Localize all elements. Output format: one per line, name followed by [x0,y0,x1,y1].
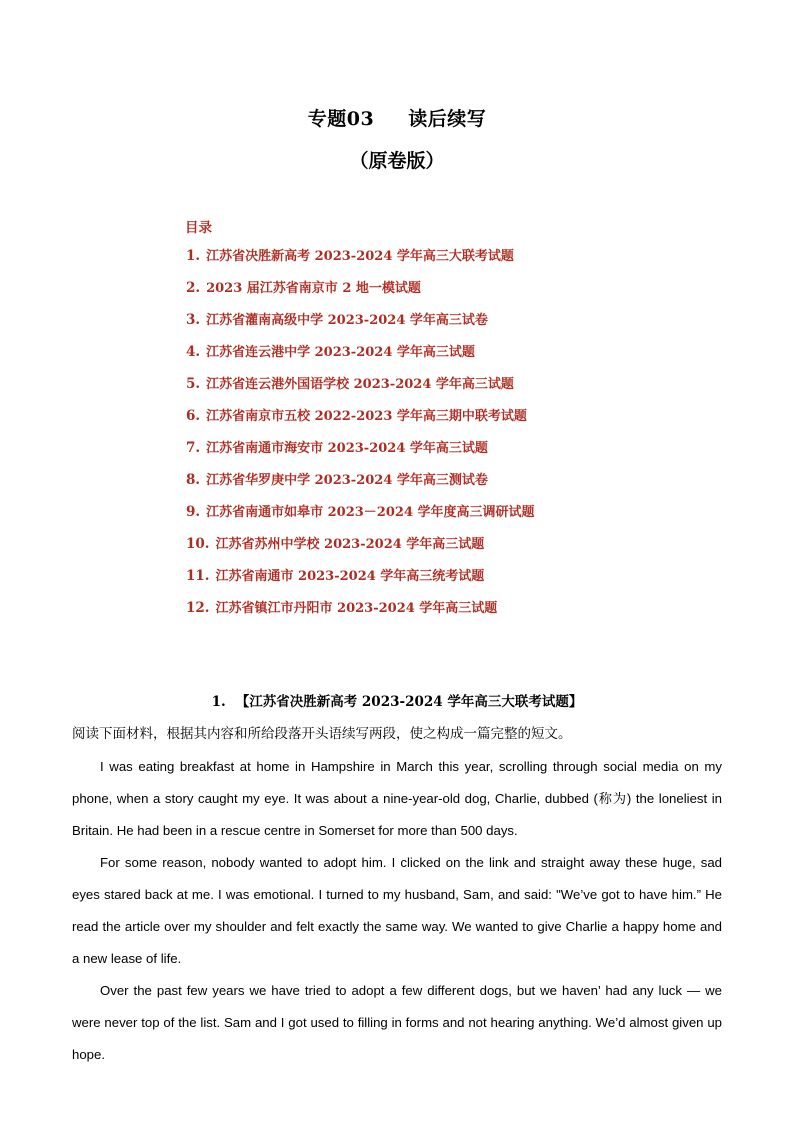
toc-item-number: 9. [186,504,201,520]
toc-item-number: 4. [186,344,201,360]
section-title: 【江苏省决胜新高考 2023-2024 学年高三大联考试题】 [235,694,583,710]
toc-item-number: 7. [186,440,201,456]
toc-item-number: 12. [186,600,210,616]
toc-item[interactable] [186,372,535,404]
toc-item-label: 江苏省连云港中学 2023-2024 学年高三试题 [206,345,475,360]
toc-item[interactable] [186,244,535,276]
toc-item-number: 6. [186,408,201,424]
edition-subtitle: （原卷版） [349,150,445,172]
toc-item-label: 江苏省南京市五校 2022-2023 学年高三期中联考试题 [206,409,527,424]
toc-item-number: 2. [186,280,201,296]
toc-item-label: 江苏省决胜新高考 2023-2024 学年高三大联考试题 [206,249,514,264]
toc-item-label: 江苏省灌南高级中学 2023-2024 学年高三试卷 [206,313,488,328]
table-of-contents [186,244,535,628]
passage-body [72,751,722,1071]
toc-item-number: 3. [186,312,201,328]
toc-item-number: 8. [186,472,201,488]
passage-paragraph: Over the past few years we have tried to adopt a few different dogs, but we haven’ had any luck — we were never top of the list. Sam and I got used to filling in forms and not hearing anything. We’d almost given up hope. [72,983,722,1062]
toc-item[interactable] [186,596,535,628]
section-number: 1. [211,694,226,710]
section-heading [0,690,794,710]
toc-item[interactable] [186,340,535,372]
toc-item[interactable] [186,276,535,308]
toc-item-label: 江苏省镇江市丹阳市 2023-2024 学年高三试题 [215,601,498,616]
toc-item-label: 江苏省南通市 2023-2024 学年高三统考试题 [215,569,485,584]
page-title [0,104,794,131]
toc-item[interactable] [186,404,535,436]
toc-item[interactable] [186,308,535,340]
toc-item-label: 江苏省南通市海安市 2023-2024 学年高三试题 [206,441,488,456]
toc-item-number: 1. [186,248,201,264]
toc-item-label: 江苏省华罗庚中学 2023-2024 学年高三测试卷 [206,473,488,488]
passage-paragraph: I was eating breakfast at home in Hampshire in March this year, scrolling through social media on my phone, when a story caught my eye. It was about a nine-year-old dog, Charlie, dubbed (称为) the loneliest in Britain. He had been in a rescue centre in Somerset for more than 500 days. [72,759,722,838]
topic-title: 读后续写 [408,108,487,130]
topic-number: 专题03 [307,108,375,130]
toc-item-label: 江苏省苏州中学校 2023-2024 学年高三试题 [215,537,485,552]
instruction-text: 阅读下面材料，根据其内容和所给段落开头语续写两段，使之构成一篇完整的短文。 [72,726,572,742]
toc-item-label: 江苏省南通市如皋市 2023－2024 学年度高三调研试题 [206,505,535,520]
toc-item[interactable] [186,468,535,500]
toc-item[interactable] [186,532,535,564]
passage-paragraph: For some reason, nobody wanted to adopt him. I clicked on the link and straight away these huge, sad eyes stared back at me. I was emotional. I turned to my husband, Sam, and said: "We’ve got to have him.” He read the article over my shoulder and felt exactly the same way. We wanted to give Charlie a happy home and a new lease of life. [72,855,722,966]
toc-item[interactable] [186,500,535,532]
toc-item-number: 10. [186,536,210,552]
toc-item-label: 江苏省连云港外国语学校 2023-2024 学年高三试题 [206,377,514,392]
toc-heading: 目录 [185,220,212,236]
toc-item-label: 2023 届江苏省南京市 2 地一模试题 [206,281,421,296]
toc-item-number: 5. [186,376,201,392]
toc-item[interactable] [186,564,535,596]
toc-item[interactable] [186,436,535,468]
toc-item-number: 11. [186,568,210,584]
